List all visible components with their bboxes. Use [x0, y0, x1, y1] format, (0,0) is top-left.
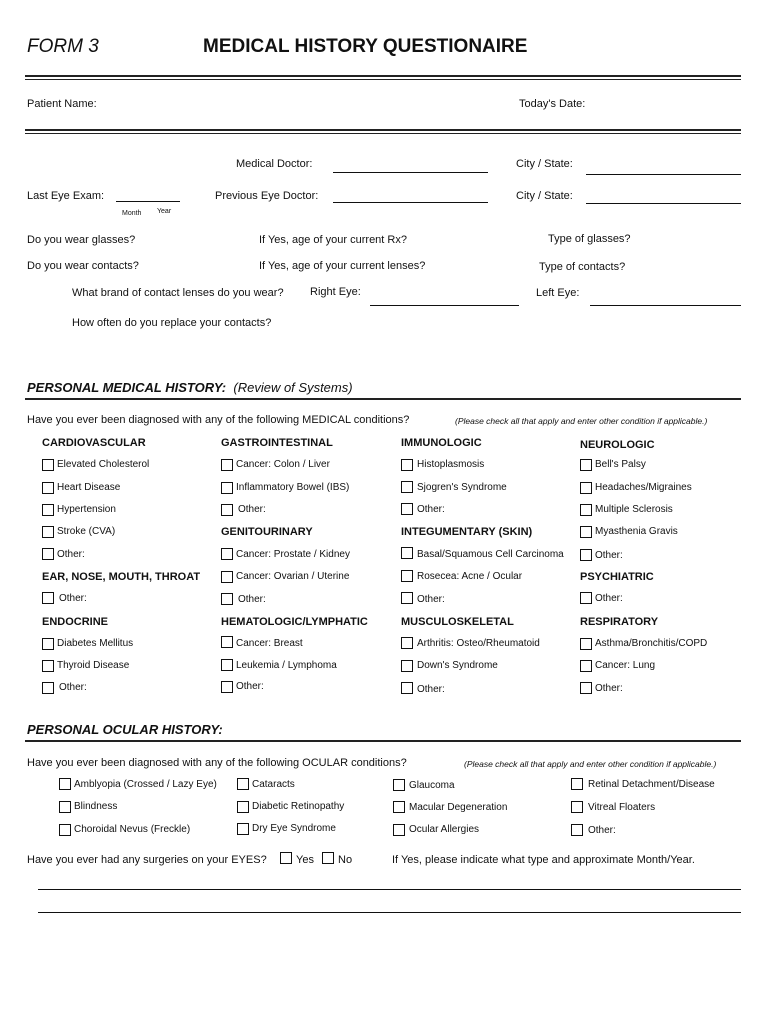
checkbox[interactable]: [42, 526, 54, 538]
condition-label: Cancer: Lung: [595, 660, 656, 671]
ocular-condition-label: Cataracts: [252, 779, 295, 790]
month-label: Month: [122, 210, 142, 217]
medical-note: (Please check all that apply and enter other condition if applicable.): [455, 416, 708, 426]
right-eye-label: Right Eye:: [310, 286, 361, 298]
checkbox[interactable]: [580, 549, 592, 561]
condition-label: Bell's Palsy: [595, 459, 646, 470]
year-label: Year: [157, 208, 172, 215]
condition-label: Rosecea: Acne / Ocular: [417, 571, 523, 582]
medical-history-title: PERSONAL MEDICAL HISTORY:: [27, 380, 227, 395]
condition-label: Arthritis: Osteo/Rheumatoid: [417, 638, 540, 649]
checkbox[interactable]: [401, 459, 413, 471]
contacts-age-label: If Yes, age of your current lenses?: [259, 260, 426, 272]
checkbox[interactable]: [221, 504, 233, 516]
ocular-condition-label: Blindness: [74, 801, 118, 812]
previous-doctor-field[interactable]: [333, 202, 488, 203]
surgery-answer-line-1[interactable]: [38, 889, 741, 890]
checkbox[interactable]: [221, 482, 233, 494]
category-neurologic: NEUROLOGIC: [580, 439, 655, 451]
condition-label: Hypertension: [57, 504, 116, 515]
condition-label: Other:: [238, 504, 266, 515]
page-title: MEDICAL HISTORY QUESTIONAIRE: [203, 36, 528, 57]
ocular-note: (Please check all that apply and enter other condition if applicable.): [464, 759, 717, 769]
divider: [25, 79, 741, 80]
condition-label: Stroke (CVA): [57, 526, 116, 537]
category-immunologic: IMMUNOLOGIC: [401, 437, 482, 449]
last-eye-exam-label: Last Eye Exam:: [27, 190, 105, 202]
city-state-label: City / State:: [516, 158, 573, 170]
medical-history-heading: [27, 380, 353, 395]
glasses-age-label: If Yes, age of your current Rx?: [259, 234, 407, 246]
checkbox[interactable]: [401, 637, 413, 649]
left-eye-field[interactable]: [590, 305, 741, 306]
ocular-condition-label: Amblyopia (Crossed / Lazy Eye): [74, 779, 217, 790]
checkbox[interactable]: [42, 504, 54, 516]
checkbox[interactable]: [393, 779, 405, 791]
condition-label: Histoplasmosis: [417, 459, 485, 470]
condition-label: Inflammatory Bowel (IBS): [236, 482, 350, 493]
checkbox[interactable]: [571, 778, 583, 790]
checkbox[interactable]: [42, 682, 54, 694]
checkbox[interactable]: [42, 548, 54, 560]
checkbox[interactable]: [580, 660, 592, 672]
no-label: No: [338, 854, 353, 866]
ocular-condition-label: Macular Degeneration: [409, 802, 508, 813]
checkbox[interactable]: [580, 682, 592, 694]
medical-doctor-field[interactable]: [333, 172, 488, 173]
city-state-field[interactable]: [586, 174, 741, 175]
condition-label: Elevated Cholesterol: [57, 459, 150, 470]
surgery-followup: If Yes, please indicate what type and approximate Month/Year.: [392, 854, 695, 866]
checkbox[interactable]: [401, 682, 413, 694]
ocular-question: Have you ever been diagnosed with any of the following OCULAR conditions?: [27, 757, 407, 769]
right-eye-field[interactable]: [370, 305, 519, 306]
todays-date-label: Today's Date:: [519, 98, 586, 110]
checkbox[interactable]: [580, 504, 592, 516]
condition-label: Myasthenia Gravis: [595, 526, 678, 537]
condition-label: Other:: [59, 593, 87, 604]
checkbox[interactable]: [42, 482, 54, 494]
checkbox[interactable]: [393, 801, 405, 813]
condition-label: Leukemia / Lymphoma: [236, 660, 337, 671]
category-psychiatric: PSYCHIATRIC: [580, 571, 654, 583]
checkbox[interactable]: [221, 681, 233, 693]
replace-contacts-label: How often do you replace your contacts?: [72, 317, 272, 329]
ocular-history-heading: PERSONAL OCULAR HISTORY:: [27, 722, 223, 737]
category-gastrointestinal: GASTROINTESTINAL: [221, 437, 333, 449]
condition-label: Cancer: Ovarian / Uterine: [236, 571, 350, 582]
ocular-condition-label: Dry Eye Syndrome: [252, 823, 336, 834]
checkbox[interactable]: [401, 481, 413, 493]
condition-label: Other:: [417, 504, 445, 515]
medical-doctor-label: Medical Doctor:: [236, 158, 313, 170]
checkbox[interactable]: [221, 548, 233, 560]
checkbox[interactable]: [571, 824, 583, 836]
wear-contacts-label: Do you wear contacts?: [27, 260, 139, 272]
ocular-condition-label: Ocular Allergies: [409, 824, 480, 835]
wear-glasses-label: Do you wear glasses?: [27, 234, 136, 246]
medical-history-subtitle: (Review of Systems): [233, 380, 353, 395]
checkbox[interactable]: [237, 778, 249, 790]
checkbox[interactable]: [221, 459, 233, 471]
checkbox[interactable]: [42, 459, 54, 471]
divider: [25, 398, 741, 400]
previous-doctor-label: Previous Eye Doctor:: [215, 190, 319, 202]
no-checkbox[interactable]: [322, 852, 334, 864]
condition-label: Other:: [417, 594, 445, 605]
checkbox[interactable]: [401, 503, 413, 515]
checkbox[interactable]: [401, 592, 413, 604]
condition-label: Cancer: Breast: [236, 638, 303, 649]
condition-label: Cancer: Colon / Liver: [236, 459, 330, 470]
ocular-condition-label: Retinal Detachment/Disease: [588, 779, 715, 790]
ocular-condition-label: Choroidal Nevus (Freckle): [74, 824, 191, 835]
yes-checkbox[interactable]: [280, 852, 292, 864]
condition-label: Other:: [595, 550, 623, 561]
category-respiratory: RESPIRATORY: [580, 616, 659, 628]
checkbox[interactable]: [580, 482, 592, 494]
checkbox[interactable]: [580, 592, 592, 604]
glasses-type-label: Type of glasses?: [548, 233, 631, 245]
checkbox[interactable]: [237, 801, 249, 813]
left-eye-label: Left Eye:: [536, 287, 580, 299]
checkbox[interactable]: [580, 638, 592, 650]
form-number: FORM 3: [27, 36, 99, 57]
condition-label: Asthma/Bronchitis/COPD: [595, 638, 708, 649]
checkbox[interactable]: [42, 660, 54, 672]
checkbox[interactable]: [221, 636, 233, 648]
category-ent: EAR, NOSE, MOUTH, THROAT: [42, 571, 201, 583]
city-state-field-2[interactable]: [586, 203, 741, 204]
checkbox[interactable]: [401, 547, 413, 559]
category-cardiovascular: CARDIOVASCULAR: [42, 437, 146, 449]
checkbox[interactable]: [59, 778, 71, 790]
condition-label: Other:: [417, 684, 445, 695]
checkbox[interactable]: [59, 824, 71, 836]
ocular-condition-label: Other:: [588, 825, 616, 836]
divider: [25, 133, 741, 134]
medical-question: Have you ever been diagnosed with any of the following MEDICAL conditions?: [27, 414, 410, 426]
checkbox[interactable]: [237, 823, 249, 835]
patient-name-label: Patient Name:: [27, 98, 97, 110]
checkbox[interactable]: [393, 824, 405, 836]
condition-label: Other:: [57, 549, 85, 560]
checkbox[interactable]: [59, 801, 71, 813]
city-state-label-2: City / State:: [516, 190, 573, 202]
last-eye-exam-field[interactable]: [116, 201, 180, 202]
condition-label: Headaches/Migraines: [595, 482, 692, 493]
category-endocrine: ENDOCRINE: [42, 616, 109, 628]
divider: [25, 75, 741, 77]
checkbox[interactable]: [42, 638, 54, 650]
checkbox[interactable]: [401, 660, 413, 672]
condition-label: Other:: [595, 593, 623, 604]
category-musculoskeletal: MUSCULOSKELETAL: [401, 616, 514, 628]
checkbox[interactable]: [401, 570, 413, 582]
condition-label: Down's Syndrome: [417, 660, 498, 671]
category-integumentary: INTEGUMENTARY (SKIN): [401, 526, 533, 538]
condition-label: Basal/Squamous Cell Carcinoma: [417, 549, 564, 560]
checkbox[interactable]: [42, 592, 54, 604]
surgery-answer-line-2[interactable]: [38, 912, 741, 913]
condition-label: Other:: [236, 681, 264, 692]
condition-label: Diabetes Mellitus: [57, 638, 134, 649]
condition-label: Sjogren's Syndrome: [417, 482, 507, 493]
condition-label: Multiple Sclerosis: [595, 504, 673, 515]
category-hematologic: HEMATOLOGIC/LYMPHATIC: [221, 616, 368, 628]
divider: [25, 740, 741, 742]
condition-label: Other:: [595, 683, 623, 694]
checkbox[interactable]: [221, 571, 233, 583]
checkbox[interactable]: [571, 801, 583, 813]
yes-label: Yes: [296, 854, 314, 866]
condition-label: Thyroid Disease: [57, 660, 130, 671]
checkbox[interactable]: [221, 593, 233, 605]
condition-label: Cancer: Prostate / Kidney: [236, 549, 350, 560]
checkbox[interactable]: [580, 526, 592, 538]
ocular-condition-label: Vitreal Floaters: [588, 802, 656, 813]
condition-label: Other:: [59, 682, 87, 693]
category-genitourinary: GENITOURINARY: [221, 526, 313, 538]
contacts-type-label: Type of contacts?: [539, 261, 626, 273]
checkbox[interactable]: [580, 459, 592, 471]
contact-brand-label: What brand of contact lenses do you wear?: [72, 287, 284, 299]
checkbox[interactable]: [221, 659, 233, 671]
divider: [25, 129, 741, 131]
ocular-condition-label: Glaucoma: [409, 780, 455, 791]
condition-label: Heart Disease: [57, 482, 121, 493]
condition-label: Other:: [238, 594, 266, 605]
surgery-question: Have you ever had any surgeries on your EYES?: [27, 854, 267, 866]
ocular-condition-label: Diabetic Retinopathy: [252, 801, 345, 812]
